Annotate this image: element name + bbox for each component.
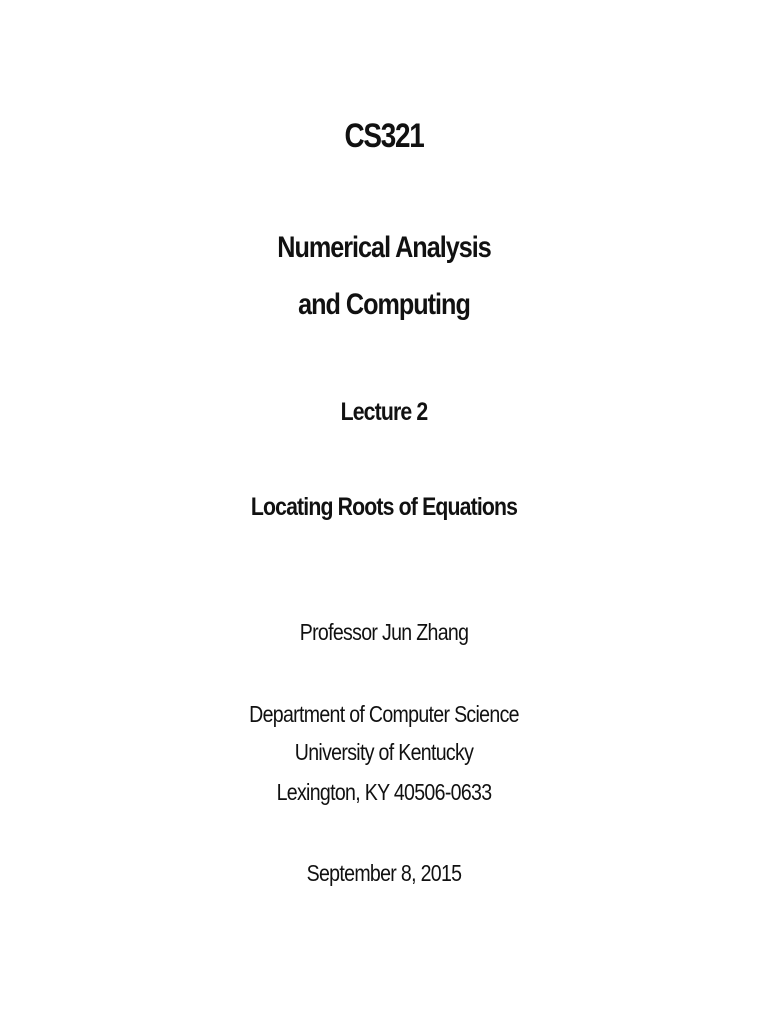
address: Lexington, KY 40506-0633 <box>276 779 492 805</box>
lecture-date: September 8, 2015 <box>306 860 462 886</box>
lecture-number: Lecture 2 <box>340 398 428 426</box>
university-name: University of Kentucky <box>294 739 474 765</box>
course-code: CS321 <box>344 117 424 155</box>
department-name: Department of Computer Science <box>249 701 519 727</box>
course-title-line2: and Computing <box>298 288 470 321</box>
instructor-name: Professor Jun Zhang <box>299 619 469 645</box>
course-title-line1: Numerical Analysis <box>277 231 491 264</box>
lecture-topic: Locating Roots of Equations <box>250 493 518 521</box>
